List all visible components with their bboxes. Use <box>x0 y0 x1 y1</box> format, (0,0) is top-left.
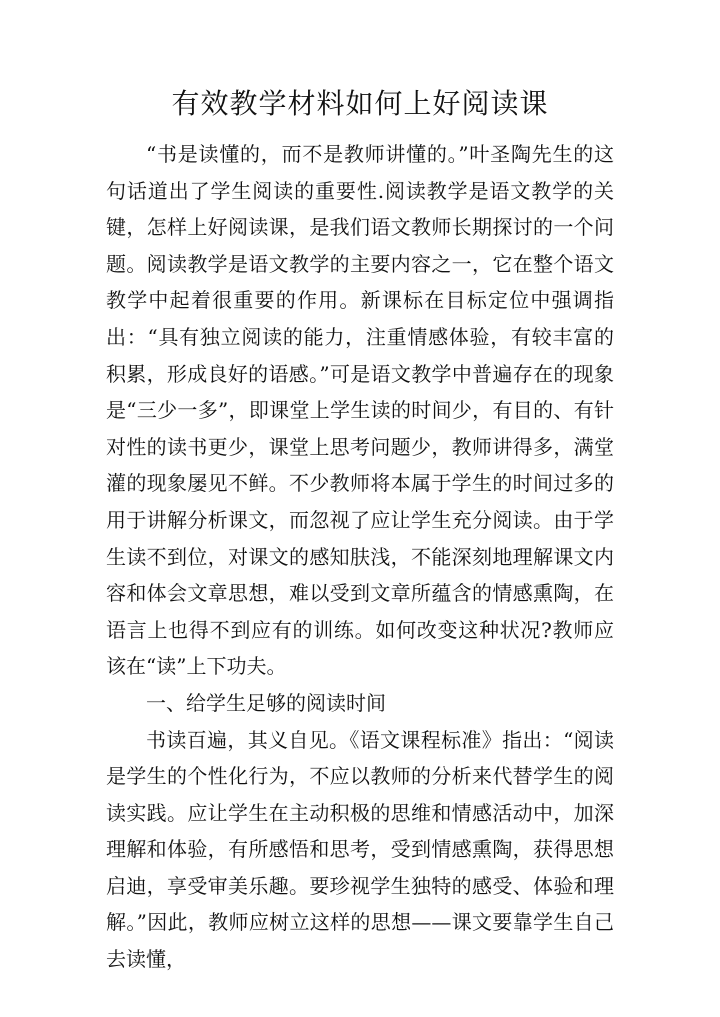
document-title: 有效教学材料如何上好阅读课 <box>171 87 549 120</box>
section-heading: 一、给学生足够的阅读时间 <box>146 690 386 715</box>
paragraph-section-1: 书读百遍，其义自见。《语文课程标准》指出：“阅读是学生的个性化行为，不应以教师的分析来代替学生的阅读实践。应让学生在主动积极的思维和情感活动中，加深理解和体验，有所感悟和思考，受到情感熏陶，获得思想启迪，享受审美乐趣。要珍视学生独特的感受、体验和理解。”因此，教师应树立这样的思想——课文要靠学生自己去读懂， <box>106 727 614 972</box>
document-body <box>106 136 614 978</box>
paragraph-intro: “书是读懂的，而不是教师讲懂的。”叶圣陶先生的这句话道出了学生阅读的重要性.阅读教学是语文教学的关键，怎样上好阅读课，是我们语文教师长期探讨的一个问题。阅读教学是语文教学的主要内容之一，它在整个语文教学中起着很重要的作用。新课标在目标定位中强调指出：“具有独立阅读的能力，注重情感体验，有较丰富的积累，形成良好的语感。”可是语文教学中普遍存在的现象是“三少一多”，即课堂上学生读的时间少，有目的、有针对性的读书更少，课堂上思考问题少，教师讲得多，满堂灌的现象屡见不鲜。不少教师将本属于学生的时间过多的用于讲解分析课文，而忽视了应让学生充分阅读。由于学生读不到位，对课文的感知肤浅，不能深刻地理解课文内容和体会文章思想，难以受到文章所蕴含的情感熏陶，在语言上也得不到应有的训练。如何改变这种状况?教师应该在“读”上下功夫。 <box>106 142 614 679</box>
